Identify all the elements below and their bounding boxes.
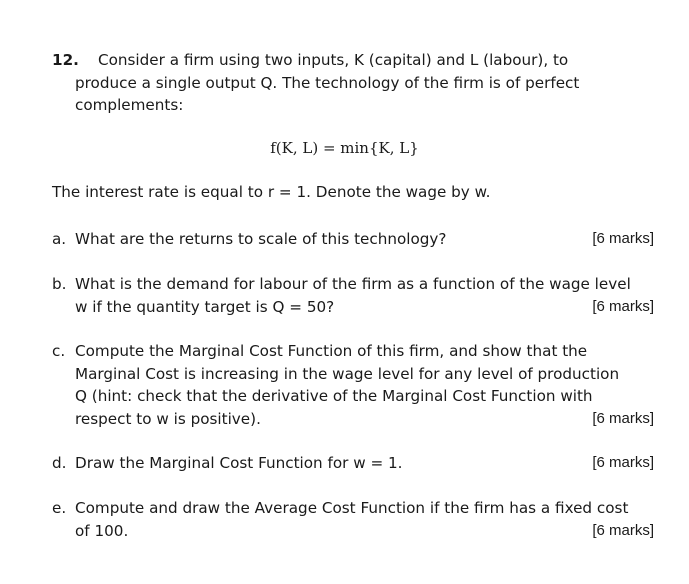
part-text-line: What are the returns to scale of this technology? — [75, 230, 447, 248]
part-text-line: Draw the Marginal Cost Function for w = 1. — [75, 454, 403, 472]
part-a — [52, 228, 654, 251]
part-e — [52, 497, 654, 542]
intro-line-2: produce a single output Q. The technology of the firm is of perfect — [75, 73, 580, 92]
part-text-line: Compute and draw the Average Cost Function if the firm has a fixed cost — [75, 499, 629, 517]
part-d — [52, 452, 654, 475]
part-letter: a. — [52, 230, 67, 248]
part-text-line: Marginal Cost is increasing in the wage level for any level of production — [75, 364, 620, 383]
part-c — [52, 340, 654, 430]
part-letter: c. — [52, 342, 66, 360]
part-text-line: of 100. — [75, 521, 129, 540]
part-text-line: respect to w is positive). — [75, 409, 261, 428]
marks-label: [6 marks] — [592, 297, 654, 315]
question-number: 12. — [52, 51, 79, 69]
part-text-line: Q (hint: check that the derivative of the Marginal Cost Function with — [75, 387, 593, 405]
question-intro — [52, 49, 654, 117]
part-letter: e. — [52, 499, 67, 517]
intro-line-1: Consider a firm using two inputs, K (capital) and L (labour), to — [98, 51, 569, 69]
part-letter: b. — [52, 275, 67, 293]
part-text-line: w if the quantity target is Q = 50? — [75, 297, 335, 316]
marks-label: [6 marks] — [592, 409, 654, 427]
marks-label: [6 marks] — [592, 521, 654, 539]
intro-line-3: complements: — [75, 96, 184, 114]
part-text-line: What is the demand for labour of the firm as a function of the wage level — [75, 275, 631, 293]
part-letter: d. — [52, 454, 67, 472]
part-b — [52, 273, 654, 318]
part-text-line: Compute the Marginal Cost Function of this firm, and show that the — [75, 342, 588, 360]
production-function-formula: f(K, L) = min{K, L} — [270, 139, 419, 157]
marks-label: [6 marks] — [592, 230, 654, 247]
given-information: The interest rate is equal to r = 1. Denote the wage by w. — [52, 183, 491, 201]
marks-label: [6 marks] — [592, 454, 654, 471]
